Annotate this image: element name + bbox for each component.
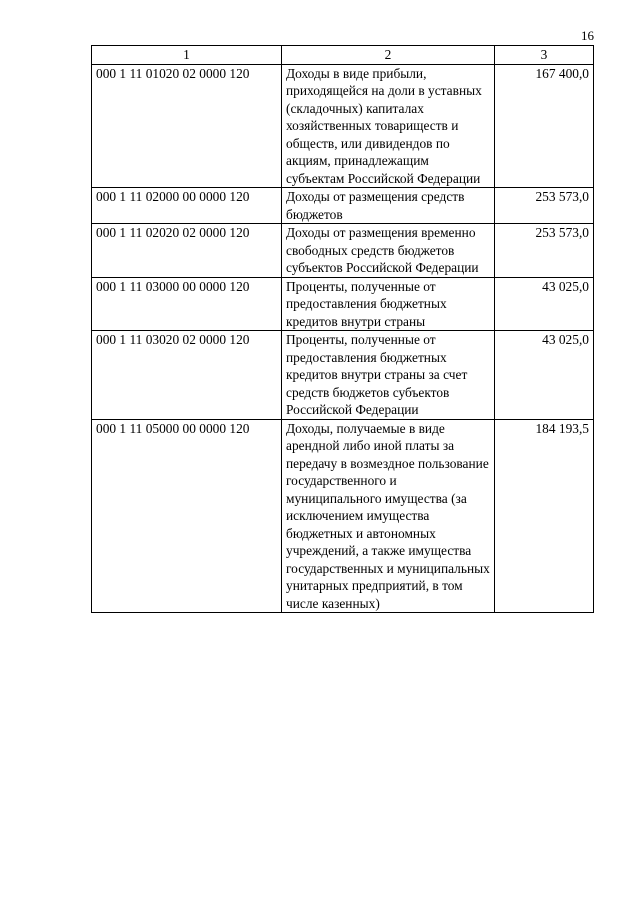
row-code: 000 1 11 03020 02 0000 120: [92, 331, 282, 420]
table-row: [92, 188, 594, 224]
column-header-code: 1: [92, 46, 282, 65]
row-name-text: Доходы в виде прибыли, приходящейся на доли в уставных (складочных) капиталах хозяйственных товариществ и обществ, или дивидендов по акциям, принадлежащим субъектам Российской Федерации: [286, 65, 482, 186]
table-row: [92, 331, 594, 420]
row-code: 000 1 11 03000 00 0000 120: [92, 277, 282, 331]
row-amount: 43 025,0: [495, 331, 594, 420]
row-name-text: Проценты, полученные от предоставления бюджетных кредитов внутри страны за счет средств бюджетов субъектов Российской Федерации: [286, 332, 468, 417]
row-name: [282, 188, 495, 224]
row-name-text: Доходы, получаемые в виде арендной либо иной платы за передачу в возмездное пользование государственного и муниципального имущества (за исключением имущества бюджетных и автономных учреждений, а также имущества государственных и муниципальных унитарных предприятий, в том числе казенных): [286, 420, 490, 611]
page-number: 16: [581, 28, 594, 43]
row-code: 000 1 11 02000 00 0000 120: [92, 188, 282, 224]
row-amount: 167 400,0: [495, 64, 594, 188]
row-name: [282, 64, 495, 188]
row-name-text: Доходы от размещения временно свободных средств бюджетов субъектов Российской Федерации: [286, 225, 479, 275]
table-row: [92, 64, 594, 188]
row-name: [282, 331, 495, 420]
row-name: [282, 419, 495, 613]
column-header-name: 2: [282, 46, 495, 65]
row-name: [282, 224, 495, 278]
row-amount: 184 193,5: [495, 419, 594, 613]
table-row: [92, 277, 594, 331]
table-row: [92, 224, 594, 278]
table-header-row: [92, 46, 594, 65]
row-code: 000 1 11 01020 02 0000 120: [92, 64, 282, 188]
column-header-amount: 3: [495, 46, 594, 65]
table-row: [92, 419, 594, 613]
row-name-text: Проценты, полученные от предоставления бюджетных кредитов внутри страны: [286, 278, 447, 329]
row-amount: 253 573,0: [495, 224, 594, 278]
row-code: 000 1 11 02020 02 0000 120: [92, 224, 282, 278]
row-amount: 43 025,0: [495, 277, 594, 331]
row-amount: 253 573,0: [495, 188, 594, 224]
row-code: 000 1 11 05000 00 0000 120: [92, 419, 282, 613]
budget-revenue-table: [91, 45, 594, 613]
row-name-text: Доходы от размещения средств бюджетов: [286, 189, 465, 222]
row-name: [282, 277, 495, 331]
